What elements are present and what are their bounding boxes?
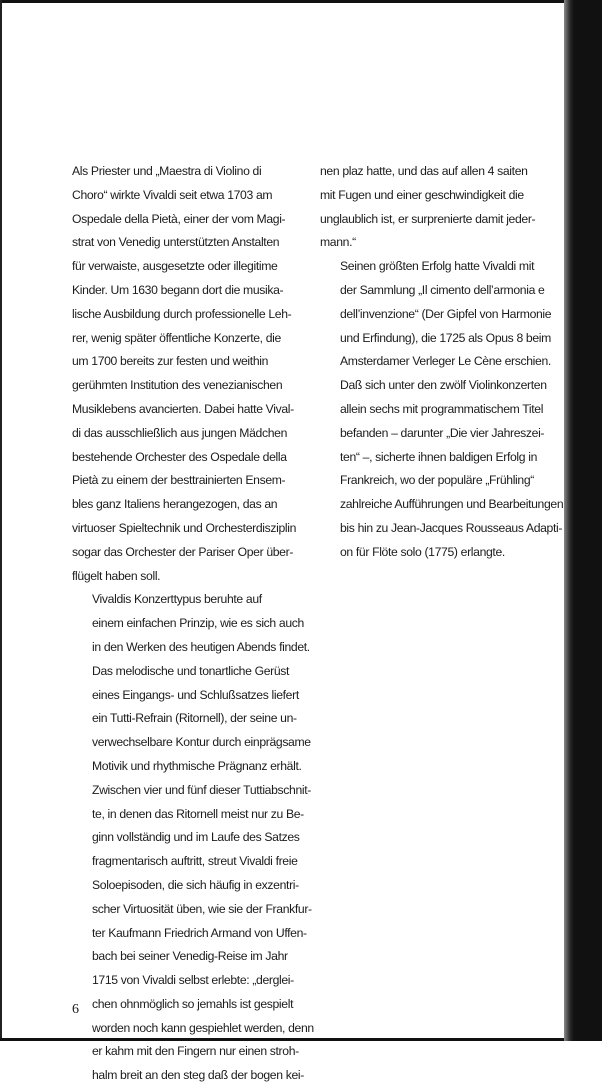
text-line: Choro“ wirkte Vivaldi seit etwa 1703 am (72, 187, 273, 202)
text-line: bach bei seiner Venedig-Reise im Jahr (92, 949, 288, 964)
text-line: te, in denen das Ritornell meist nur zu Be- (92, 806, 304, 821)
text-line: Das melodische und tonartliche Gerüst (92, 663, 290, 678)
text-line: flügelt haben soll. (72, 568, 161, 583)
text-line: eines Eingangs- und Schlußsatzes liefert (92, 687, 299, 702)
text-line: rer, wenig später öffentliche Konzerte, die (72, 330, 281, 345)
text-line: nen plaz hatte, und das auf allen 4 saiten (320, 164, 528, 178)
text-line: Als Priester und „Maestra di Violino di (72, 164, 262, 178)
text-line: um 1700 bereits zur festen und weithin (72, 354, 269, 369)
text-line: strat von Venedig unterstützten Anstalten (72, 235, 280, 250)
text-line: chen ohnmöglich so jemahls ist gespielt (92, 996, 294, 1011)
text-line: in den Werken des heutigen Abends findet. (92, 639, 310, 654)
scan-edge-top (0, 0, 602, 3)
text-line: Vivaldis Konzerttypus beruhte auf (92, 592, 262, 607)
text-line: ginn vollständig und im Laufe des Satzes (92, 830, 300, 845)
text-line: di das ausschließlich aus jungen Mädchen (72, 425, 287, 440)
scan-edge-right (564, 0, 602, 1041)
text-line: und Erfindung), die 1725 als Opus 8 beim (340, 330, 551, 345)
text-line: unglaublich ist, er surprenierte damit jeder- (320, 211, 536, 226)
text-line: Amsterdamer Verleger Le Cène erschien. (340, 354, 551, 369)
paragraph-il-cimento (320, 255, 564, 564)
page-number: 6 (72, 1002, 79, 1017)
left-column (72, 160, 314, 1088)
text-line: Soloepisoden, die sich häufig in exzentri- (92, 877, 299, 892)
text-line: 1715 von Vivaldi selbst erlebte: „derglei- (92, 973, 294, 988)
text-line: er kahm mit den Fingern nur einen stroh- (92, 1044, 299, 1059)
text-line: ten“ –, sicherte ihnen baldigen Erfolg in (340, 449, 538, 464)
paragraph-vivaldi-priester (72, 160, 300, 588)
text-line: einem einfachen Prinzip, wie es sich auch (92, 616, 304, 631)
text-line: worden noch kann gespiehlet werden, denn (92, 1020, 314, 1035)
text-line: mit Fugen und einer geschwindigkeit die (320, 187, 524, 202)
right-column (320, 160, 564, 565)
text-line: Motivik und rhythmische Prägnanz erhält. (92, 758, 302, 773)
text-line: bestehende Orchester des Ospedale della (72, 449, 287, 464)
text-line: gerühmten Institution des venezianischen (72, 378, 283, 393)
text-line: zahlreiche Aufführungen und Bearbeitungen (340, 497, 564, 512)
scan-edge-left (0, 0, 2, 1041)
text-line: ter Kaufmann Friedrich Armand von Uffen- (92, 925, 307, 940)
text-line: Daß sich unter den zwölf Violinkonzerten (340, 378, 547, 393)
text-line: allein sechs mit programmatischem Titel (340, 401, 544, 416)
paragraph-uffenbach-continued (320, 160, 556, 255)
text-line: virtuoser Spieltechnik und Orchesterdisziplin (72, 520, 297, 535)
text-line: Seinen größten Erfolg hatte Vivaldi mit (340, 259, 535, 274)
text-line: Ospedale della Pietà, einer der vom Magi- (72, 211, 286, 226)
text-line: Musiklebens avancierten. Dabei hatte Vival- (72, 401, 294, 416)
text-line: sogar das Orchester der Pariser Oper über- (72, 544, 294, 559)
text-line: dell’invenzione“ (Der Gipfel von Harmonie (340, 306, 552, 321)
text-line: der Sammlung „Il cimento dell’armonia e (340, 282, 545, 297)
text-line: für verwaiste, ausgesetzte oder illegitime (72, 259, 278, 274)
text-line: fragmentarisch auftritt, streut Vivaldi freie (92, 854, 298, 869)
text-line: mann.“ (320, 235, 356, 250)
text-line: lische Ausbildung durch professionelle Leh- (72, 306, 292, 321)
text-line: verwechselbare Kontur durch einprägsame (92, 735, 311, 750)
paragraph-konzerttypus (72, 588, 314, 1088)
text-line: halm breit an den steg daß der bogen kei- (92, 1068, 304, 1083)
text-line: Frankreich, wo der populäre „Frühling“ (340, 473, 534, 488)
text-line: ein Tutti-Refrain (Ritornell), der seine un- (92, 711, 297, 726)
text-line: scher Virtuosität üben, wie sie der Frankfur- (92, 901, 312, 916)
text-line: befanden – darunter „Die vier Jahreszei- (340, 425, 545, 440)
text-line: bis hin zu Jean-Jacques Rousseaus Adapti- (340, 520, 563, 535)
text-line: Kinder. Um 1630 begann dort die musika- (72, 282, 284, 297)
text-line: Zwischen vier und fünf dieser Tuttiabschnit- (92, 782, 311, 797)
text-line: bles ganz Italiens herangezogen, das an (72, 497, 278, 512)
text-line: Pietà zu einem der besttrainierten Ensem- (72, 473, 286, 488)
text-line: on für Flöte solo (1775) erlangte. (340, 544, 505, 559)
